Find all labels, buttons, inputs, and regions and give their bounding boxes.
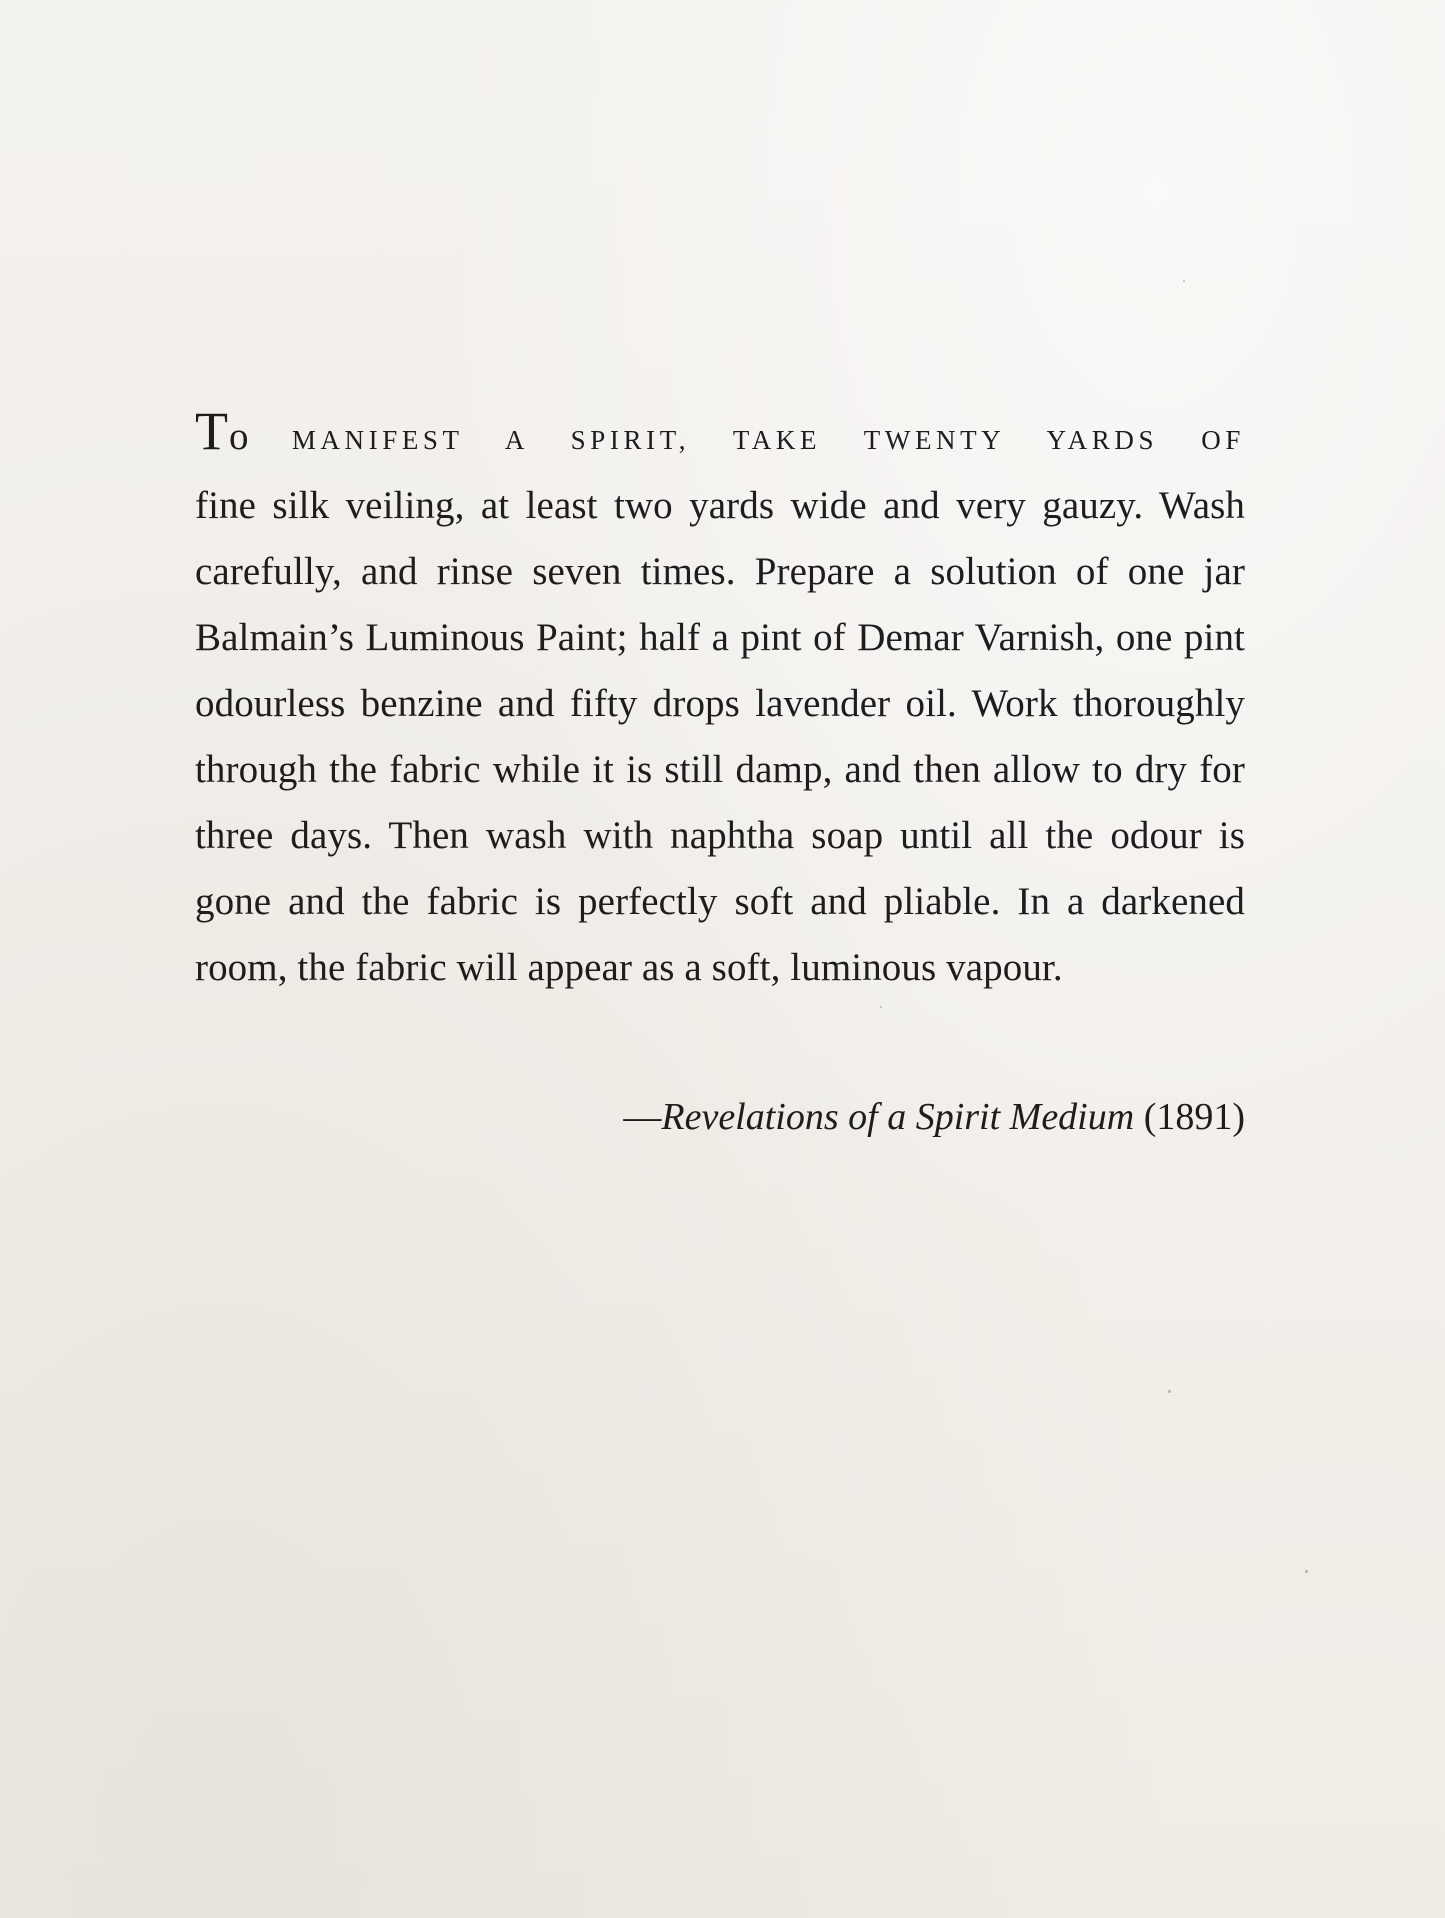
epigraph-attribution [623,1095,1245,1139]
paper-speck [1183,280,1185,282]
source-title: Revelations of a Spirit Medium [661,1096,1135,1138]
opening-word-rest: o [229,415,249,458]
epigraph-opening-line [195,398,1245,473]
opening-small-caps: MANIFEST A SPIRIT, TAKE TWENTY YARDS OF [248,425,1245,455]
paper-speck [1305,1570,1308,1573]
epigraph-body-text: fine silk veiling, at least two yards wide and very gauzy. Wash carefully, and rinse seven times. Prepare a solution of one jar Balmain’s Luminous Paint; half a pint of Demar Varnish, one pint odourless benzine and fifty drops lavender oil. Work thoroughly through the fabric while it is still damp, and then allow to dry for three days. Then wash with naphtha soap until all the odour is gone and the fabric is perfectly soft and pliable. In a darkened room, the fabric will appear as a soft, luminous vapour. [195,484,1245,989]
epigraph-paragraph [195,398,1245,1001]
paper-speck [880,1006,882,1008]
paper-speck [1168,1390,1171,1393]
epigraph-block [195,398,1245,1001]
source-year: (1891) [1134,1096,1245,1138]
drop-cap: T [195,401,229,461]
attribution-dash: — [623,1096,662,1138]
